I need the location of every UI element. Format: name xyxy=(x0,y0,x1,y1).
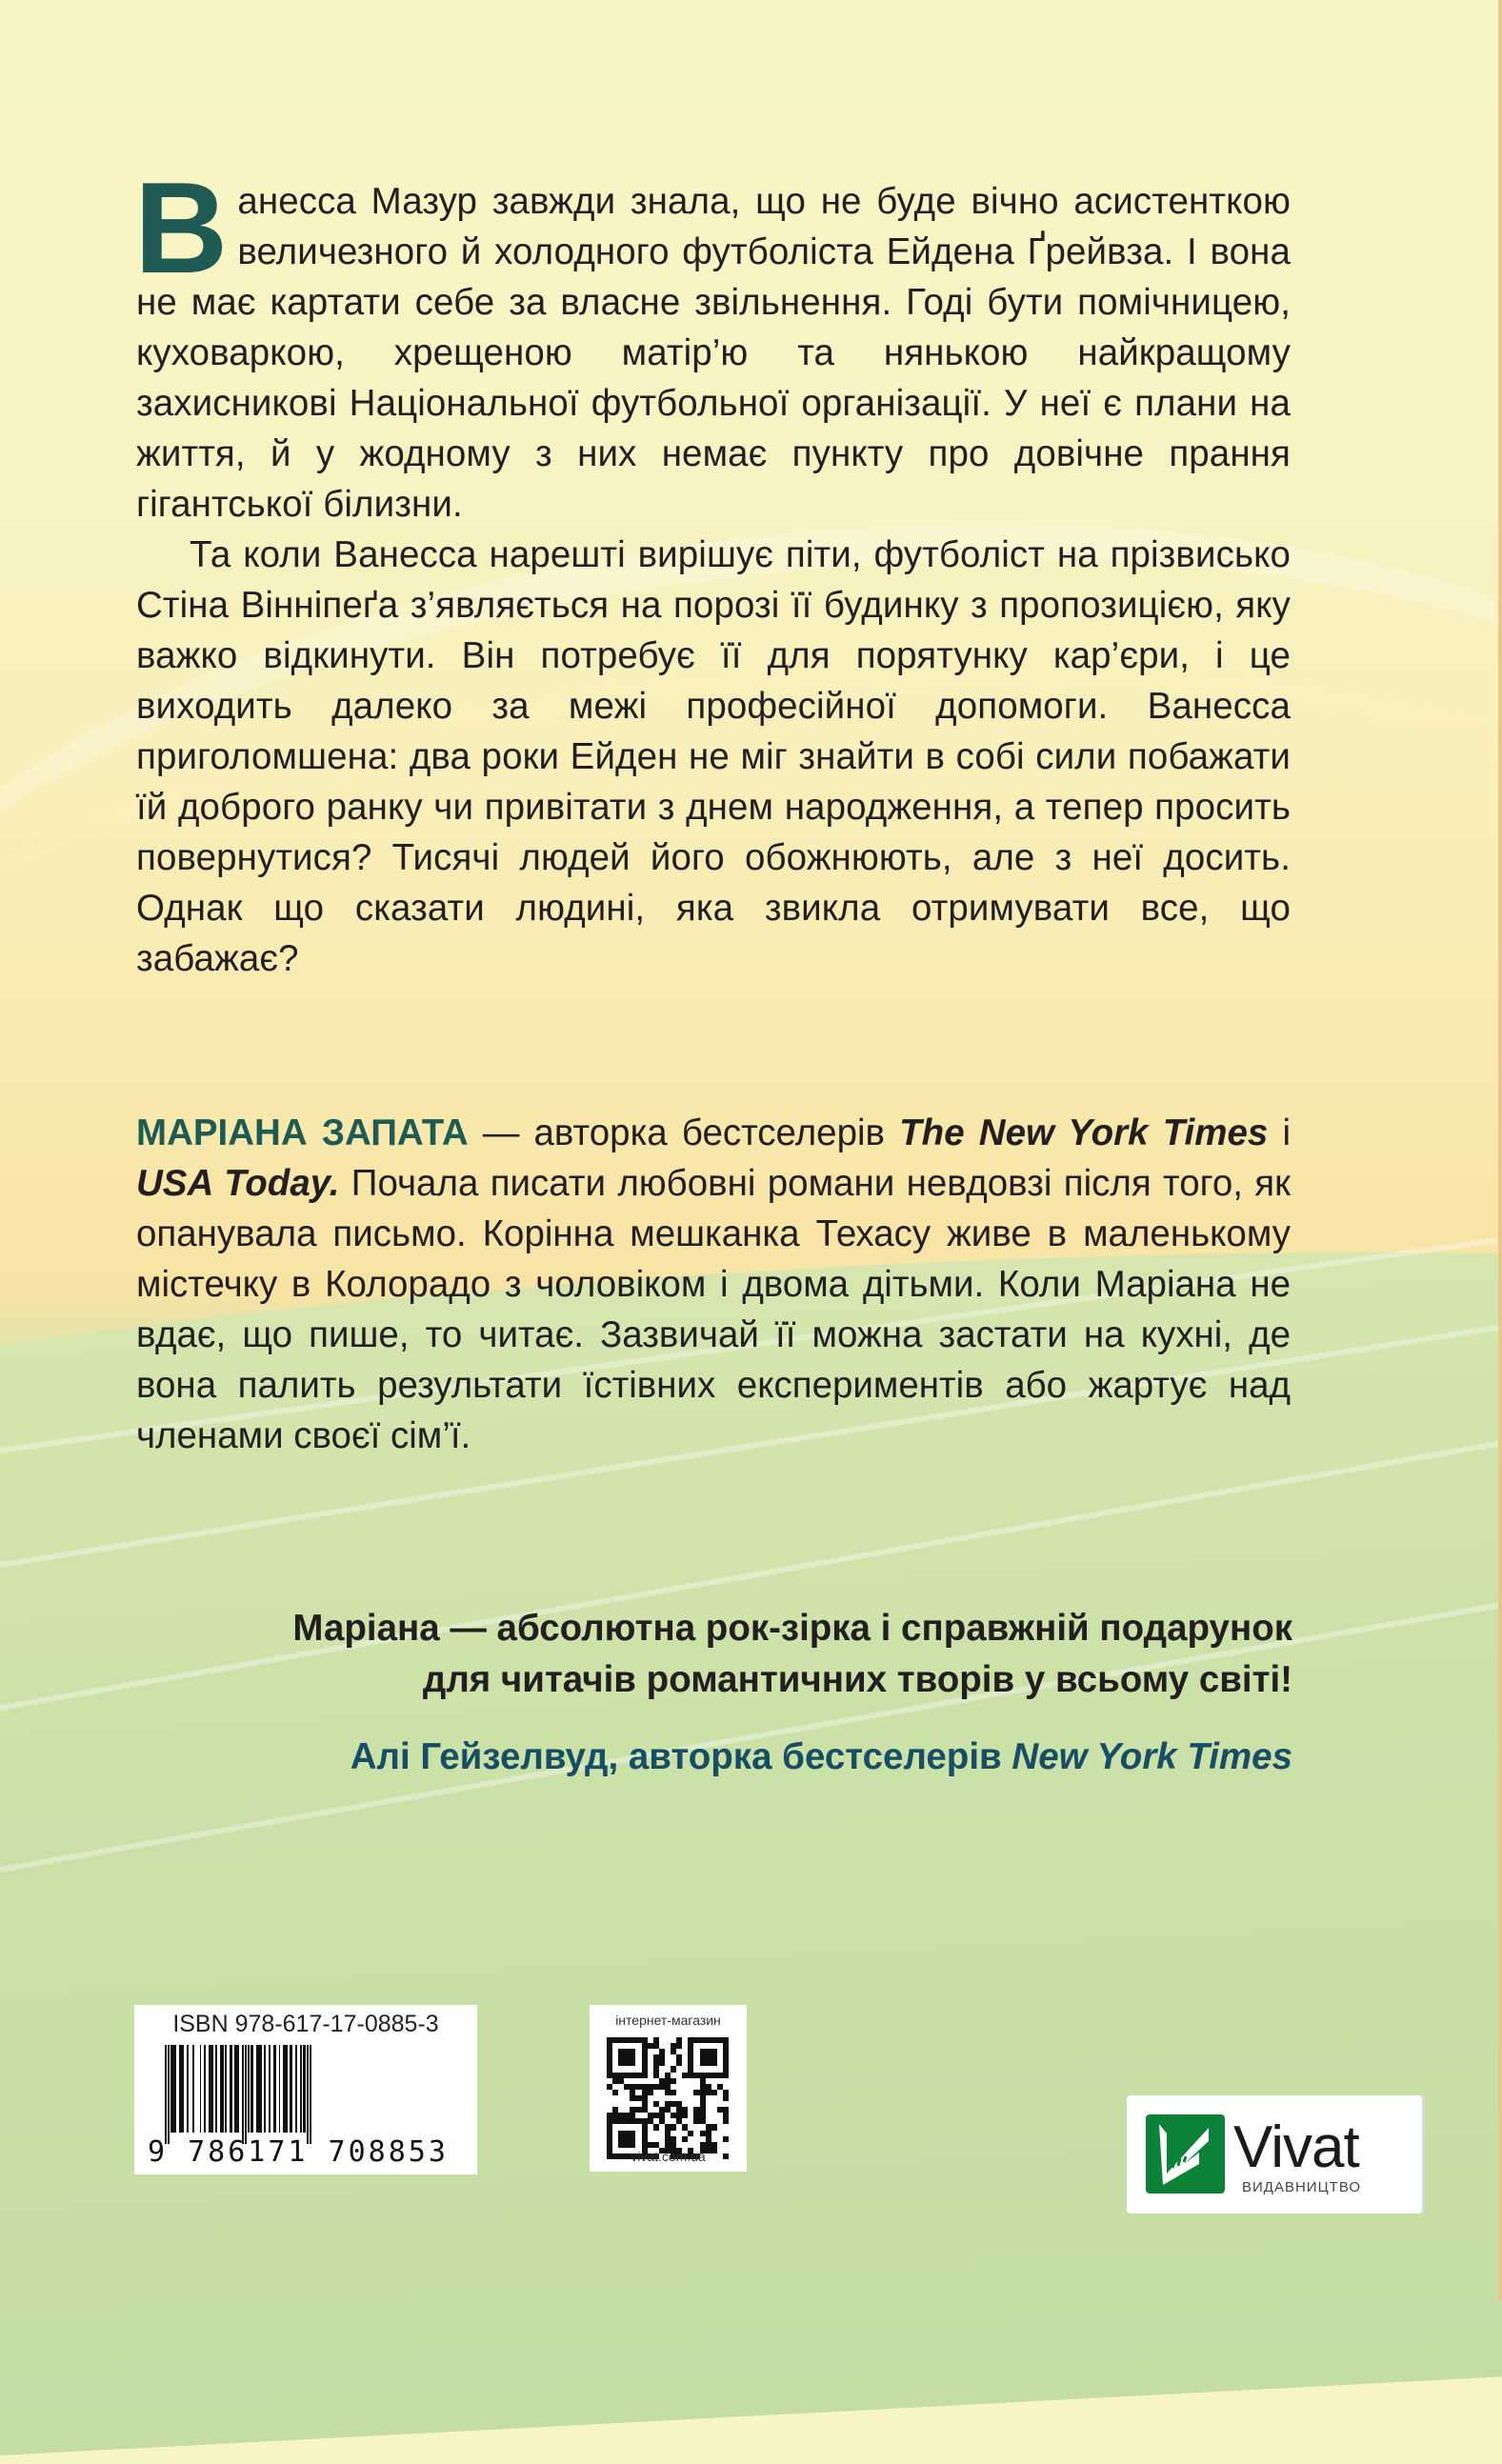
attribution-text: Алі Гейзелвуд, авторка бестселерів xyxy=(350,1736,1012,1777)
book-blurb xyxy=(134,155,1291,984)
qr-code-icon[interactable] xyxy=(607,2037,729,2159)
publication-name: New York Times xyxy=(1011,1736,1292,1777)
feather-logo-icon xyxy=(1146,2114,1225,2194)
blurb-paragraph-1: анесса Мазур завжди знала, що не буде вічно асистенткою величезного й холодного футболіста Ейдена Ґрейвза. І вона не має картати себе за власне звільнення. Годі бути помічницею, куховаркою, хрещеною матір’ю та нянькою найкращому захисникові Національної футбольної організації. У неї є плани на життя, й у жодному з них немає пункту про довічне прання гігантської білизни. xyxy=(136,181,1291,525)
qr-code-block[interactable] xyxy=(590,2005,747,2172)
publisher-subtitle: ВИДАВНИЦТВО xyxy=(1242,2179,1362,2195)
author-bio-text: — авторка бестселерів xyxy=(468,1112,900,1153)
publication-name: The New York Times xyxy=(899,1112,1269,1153)
quote-line: для читачів романтичних творів у всьому світі! xyxy=(422,1659,1292,1700)
quote-line: Маріана — абсолютна рок-зірка і справжній подарунок xyxy=(292,1608,1292,1649)
publisher-logo xyxy=(1127,2095,1422,2214)
blurb-paragraph-2: Та коли Ванесса нарешті вирішує піти, футболіст на прізвисько Стіна Вінніпеґа з’являється на порозі її будинку з пропозицією, яку важко відкинути. Він потребує її для порятунку кар’єри, і це виходить далеко за межі професійної допомоги. Ванесса приголомшена: два роки Ейден не міг знайти в собі сили побажати їй доброго ранку чи привітати з днем народження, а тепер просить повернутися? Тисячі людей його обожнюють, але з неї досить. Однак що сказати людині, яка звикла отримувати все, що забажає? xyxy=(136,534,1291,979)
barcode-icon xyxy=(165,2045,449,2138)
isbn-barcode xyxy=(134,2005,477,2174)
author-bio-text: і xyxy=(1268,1112,1292,1153)
isbn-label: ISBN 978-617-17-0885-3 xyxy=(172,2011,439,2037)
qr-label: інтернет-магазин xyxy=(615,2013,721,2028)
publication-name: USA Today. xyxy=(136,1163,340,1204)
qr-url: vivat.com.ua xyxy=(631,2149,706,2164)
author-bio xyxy=(136,1108,1291,1461)
publisher-name: Vivat xyxy=(1233,2114,1359,2180)
barcode-digits: 9 786171 708853 xyxy=(148,2135,449,2169)
cover-edge xyxy=(1498,0,1502,2301)
quote-attribution xyxy=(157,1732,1292,1783)
author-name: МАРІАНА ЗАПАТА xyxy=(136,1112,469,1153)
drop-cap: В xyxy=(134,155,229,300)
review-quote xyxy=(157,1603,1292,1706)
author-bio-text: Почала писати любовні романи невдовзі після того, як опанувала письмо. Корінна мешканка Техасу живе в маленькому містечку в Колорадо з чоловіком і двома дітьми. Коли Маріана не вдає, що пише, то читає. Зазвичай її можна застати на кухні, де вона палить результати їстівних експериментів або жартує над членами своєї сім’ї. xyxy=(136,1163,1291,1456)
